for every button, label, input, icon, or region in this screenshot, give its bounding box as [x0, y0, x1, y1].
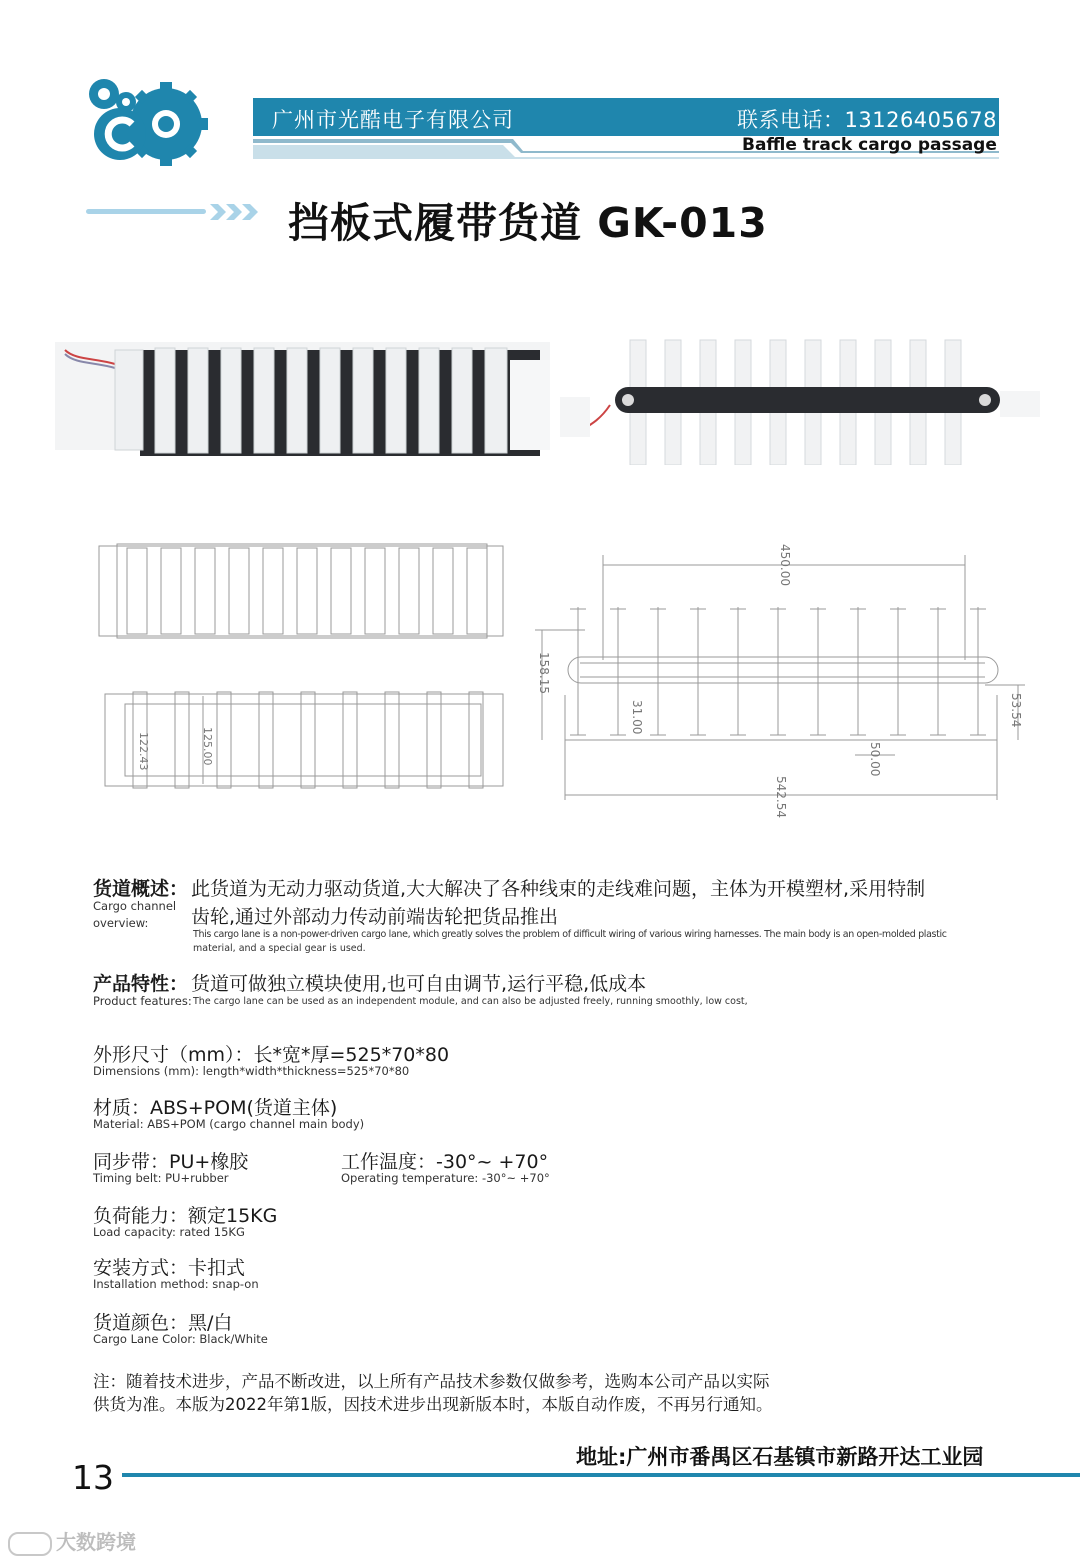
dim-label-53: 53.54 — [1009, 693, 1023, 728]
dim-label-158: 158.15 — [537, 652, 551, 694]
watermark-logo-icon — [8, 1532, 52, 1556]
overview-label-en-2: overview: — [93, 916, 149, 930]
dim-label-31: 31.00 — [630, 700, 644, 735]
features-text-en: The cargo lane can be used as an independent module, and can also be adjusted freely, running smoothly, low cost, — [193, 996, 748, 1007]
features-label: 产品特性： — [93, 973, 189, 995]
spec-color: 货道颜色：黑/白 — [93, 1312, 233, 1334]
page-number: 13 — [72, 1458, 114, 1497]
page-title: 挡板式履带货道 GK-013 — [288, 199, 768, 247]
spec-belt: 同步带：PU+橡胶 — [93, 1151, 249, 1173]
spec-load-en: Load capacity: rated 15KG — [93, 1225, 245, 1239]
overview-text-en-2: material, and a special gear is used. — [193, 943, 366, 954]
product-photo-side-view — [560, 335, 1040, 465]
features-label-en: Product features: — [93, 994, 192, 1008]
title-decoration — [86, 209, 206, 214]
dim-label-450: 450.00 — [778, 544, 792, 586]
spec-install: 安装方式：卡扣式 — [93, 1257, 246, 1279]
spec-load: 负荷能力：额定15KG — [93, 1205, 278, 1227]
technical-drawing-top — [97, 542, 505, 640]
spec-material-en: Material: ABS+POM (cargo channel main body) — [93, 1117, 365, 1131]
note-line-2: 供货为准。本版为2022年第1版，因技术进步出现新版本时，本版自动作废，不再另行通知。 — [93, 1395, 773, 1414]
dim-label-50: 50.00 — [868, 742, 882, 777]
overview-text-en-1: This cargo lane is a non-power-driven cargo lane, which greatly solves the problem of difficult wiring of various wiring harnesses. The main body is an open-molded plastic — [193, 929, 947, 940]
dim-label-122: 122.43 — [137, 732, 150, 771]
header-subtitle-en: Baffle track cargo passage — [742, 135, 997, 155]
chevron-arrows-icon — [210, 204, 260, 220]
spec-material: 材质：ABS+POM(货道主体) — [93, 1097, 338, 1119]
product-photo-top-view — [55, 330, 550, 460]
note-line-1: 注：随着技术进步，产品不断改进，以上所有产品技术参数仅做参考，选购本公司产品以实际 — [93, 1372, 770, 1391]
spec-temperature: 工作温度：-30°~ +70° — [341, 1151, 549, 1173]
overview-text-1: 此货道为无动力驱动货道,大大解决了各种线束的走线难问题，主体为开模塑材,采用特制 — [191, 878, 926, 900]
spec-color-en: Cargo Lane Color: Black/White — [93, 1332, 268, 1346]
technical-drawing-bottom — [103, 690, 505, 790]
dim-label-125: 125.00 — [201, 727, 214, 766]
overview-label-en-1: Cargo channel — [93, 899, 177, 913]
footer-address: 地址:广州市番禺区石基镇市新路开达工业园 — [576, 1445, 984, 1469]
watermark — [8, 1526, 136, 1556]
spec-belt-en: Timing belt: PU+rubber — [93, 1171, 229, 1185]
spec-dimensions: 外形尺寸（mm）：长*宽*厚=525*70*80 — [93, 1044, 450, 1066]
contact-phone: 联系电话：13126405678 — [737, 108, 997, 132]
spec-install-en: Installation method: snap-on — [93, 1277, 259, 1291]
spec-dimensions-en: Dimensions (mm): length*width*thickness=525*70*80 — [93, 1064, 410, 1078]
spec-temperature-en: Operating temperature: -30°~ +70° — [341, 1171, 550, 1185]
dim-label-542: 542.54 — [774, 776, 788, 818]
watermark-text: 大数跨境 — [56, 1530, 136, 1554]
footer-divider — [122, 1473, 1080, 1477]
gear-logo-icon — [86, 72, 211, 172]
company-logo — [86, 72, 211, 172]
features-text: 货道可做独立模块使用,也可自由调节,运行平稳,低成本 — [191, 973, 647, 995]
overview-text-2: 齿轮,通过外部动力传动前端齿轮把货品推出 — [191, 906, 559, 928]
company-name: 广州市光酷电子有限公司 — [272, 108, 514, 132]
overview-label: 货道概述： — [93, 878, 189, 900]
